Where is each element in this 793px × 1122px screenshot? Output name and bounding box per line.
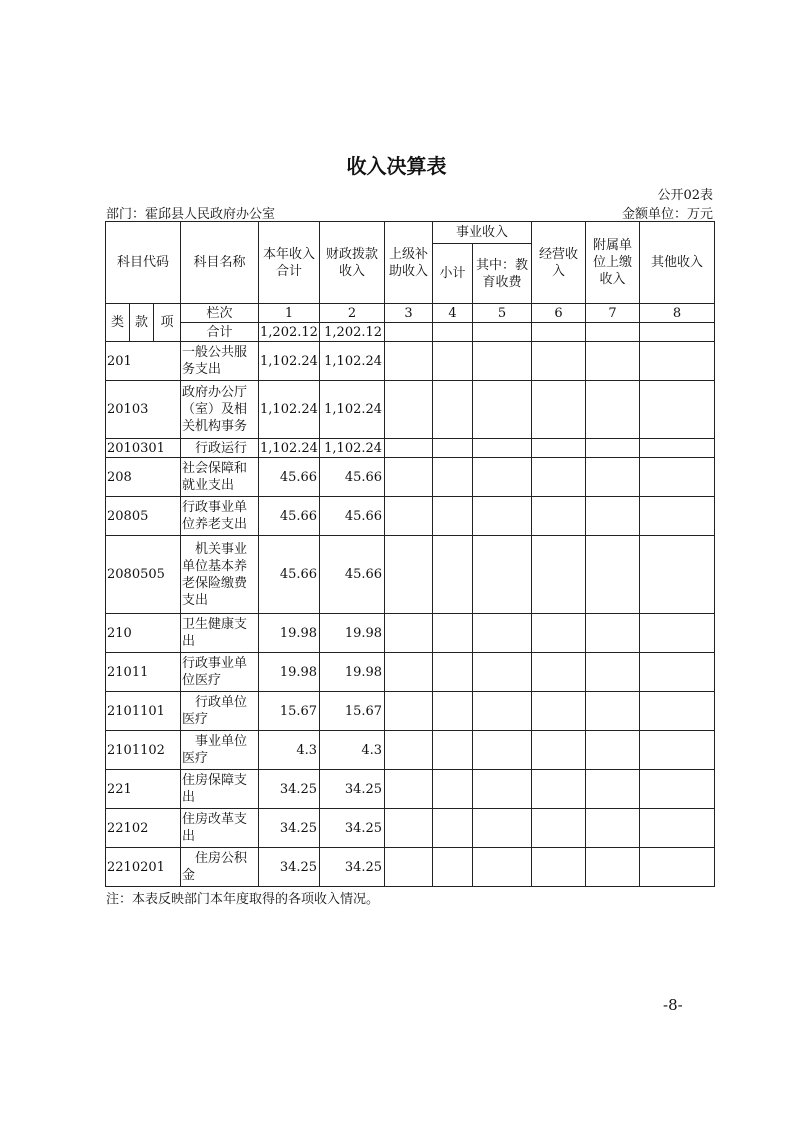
subject-name: 住房改革支出 [181, 809, 259, 848]
header-name: 科目名称 [181, 222, 259, 304]
subject-name: 政府办公厅（室）及相关机构事务 [181, 381, 259, 439]
subject-code: 201 [106, 342, 181, 381]
total-income-value: 1,102.24 [259, 342, 320, 381]
table-row [106, 809, 715, 848]
subject-name: 行政事业单位医疗 [181, 653, 259, 692]
subject-name: 卫生健康支出 [181, 614, 259, 653]
department-label: 部门：霍邱县人民政府办公室 [106, 207, 276, 222]
fiscal-value: 34.25 [320, 770, 385, 809]
header-operating: 经营收入 [532, 222, 586, 304]
total-income-value: 1,102.24 [259, 381, 320, 439]
subject-name: 行政单位医疗 [181, 692, 259, 731]
total-income-value: 1,102.24 [260, 440, 318, 456]
fiscal-value: 1,102.24 [320, 381, 385, 439]
subject-code: 20805 [106, 497, 181, 536]
subject-name: 住房保障支出 [181, 770, 259, 809]
subject-code: 2101101 [106, 692, 181, 731]
total-income-value: 19.98 [259, 653, 320, 692]
header-total-income: 本年收入合计 [259, 222, 320, 304]
table-body [106, 342, 715, 887]
subject-name: 机关事业单位基本养老保险缴费支出 [181, 536, 259, 614]
table-row [106, 770, 715, 809]
total-label: 合计 [181, 323, 259, 342]
page-number: -8- [663, 996, 683, 1014]
subject-code: 221 [106, 770, 181, 809]
total-row [106, 323, 715, 342]
table-row [106, 458, 715, 497]
fiscal-value: 19.98 [320, 653, 385, 692]
subject-code: 22102 [106, 809, 181, 848]
subject-code: 2080505 [106, 536, 181, 614]
header-other: 其他收入 [640, 222, 715, 304]
total-fiscal-value: 1,202.12 [320, 323, 385, 342]
subject-name: 社会保障和就业支出 [181, 458, 259, 497]
table-row [106, 439, 715, 458]
subject-code: 2210201 [106, 848, 181, 887]
col-number: 1 [259, 304, 320, 323]
table-row [106, 731, 715, 770]
total-income-value: 45.66 [259, 536, 320, 614]
col-number: 4 [433, 304, 473, 323]
total-income-value: 1,202.12 [260, 324, 318, 340]
header-business: 事业收入 [433, 222, 532, 244]
total-income-value: 45.66 [259, 497, 320, 536]
unit-label: 金额单位：万元 [621, 207, 713, 222]
header-kuan: 款 [130, 304, 154, 342]
total-income-value: 15.67 [259, 692, 320, 731]
header-code: 科目代码 [106, 222, 181, 304]
fiscal-value: 45.66 [320, 458, 385, 497]
subject-name: 事业单位医疗 [181, 731, 259, 770]
column-label: 栏次 [181, 304, 259, 323]
subject-code: 208 [106, 458, 181, 497]
fiscal-value: 1,102.24 [320, 439, 385, 458]
subject-code: 2101102 [106, 731, 181, 770]
header-xiang: 项 [154, 304, 181, 342]
header-fiscal: 财政拨款收入 [320, 222, 385, 304]
col-number: 2 [320, 304, 385, 323]
header-affiliate: 附属单位上缴收入 [586, 222, 640, 304]
col-number: 7 [586, 304, 640, 323]
total-income-value: 19.98 [259, 614, 320, 653]
fiscal-value: 34.25 [320, 848, 385, 887]
total-income-value: 34.25 [259, 770, 320, 809]
table-row [106, 653, 715, 692]
fiscal-value: 15.67 [320, 692, 385, 731]
page-title: 收入决算表 [346, 154, 447, 178]
col-number: 5 [473, 304, 532, 323]
total-income-value: 45.66 [259, 458, 320, 497]
income-table [105, 221, 715, 887]
table-row [106, 848, 715, 887]
subject-name: 行政运行 [181, 439, 259, 458]
table-row [106, 381, 715, 439]
table-row [106, 497, 715, 536]
subject-name: 行政事业单位养老支出 [181, 497, 259, 536]
fiscal-value: 45.66 [320, 536, 385, 614]
table-row [106, 614, 715, 653]
subject-code: 21011 [106, 653, 181, 692]
header-education: 其中：教育收费 [473, 244, 532, 304]
col-number: 3 [385, 304, 433, 323]
col-number: 6 [532, 304, 586, 323]
subject-name: 一般公共服务支出 [181, 342, 259, 381]
fiscal-value: 34.25 [320, 809, 385, 848]
form-number: 公开02表 [657, 188, 713, 203]
subject-code: 210 [106, 614, 181, 653]
subject-code: 20103 [106, 381, 181, 439]
col-number: 8 [640, 304, 715, 323]
fiscal-value: 45.66 [320, 497, 385, 536]
table-row [106, 536, 715, 614]
subject-code: 2010301 [106, 439, 181, 458]
total-income-value: 4.3 [259, 731, 320, 770]
total-income-value: 34.25 [259, 848, 320, 887]
header-subtotal: 小计 [433, 244, 473, 304]
subject-name: 住房公积金 [181, 848, 259, 887]
table-row [106, 692, 715, 731]
fiscal-value: 1,102.24 [320, 342, 385, 381]
table-row [106, 342, 715, 381]
total-income-value: 34.25 [259, 809, 320, 848]
header-lei: 类 [106, 304, 130, 342]
fiscal-value: 19.98 [320, 614, 385, 653]
header-superior: 上级补助收入 [385, 222, 433, 304]
table-note: 注：本表反映部门本年度取得的各项收入情况。 [106, 892, 380, 907]
fiscal-value: 4.3 [320, 731, 385, 770]
